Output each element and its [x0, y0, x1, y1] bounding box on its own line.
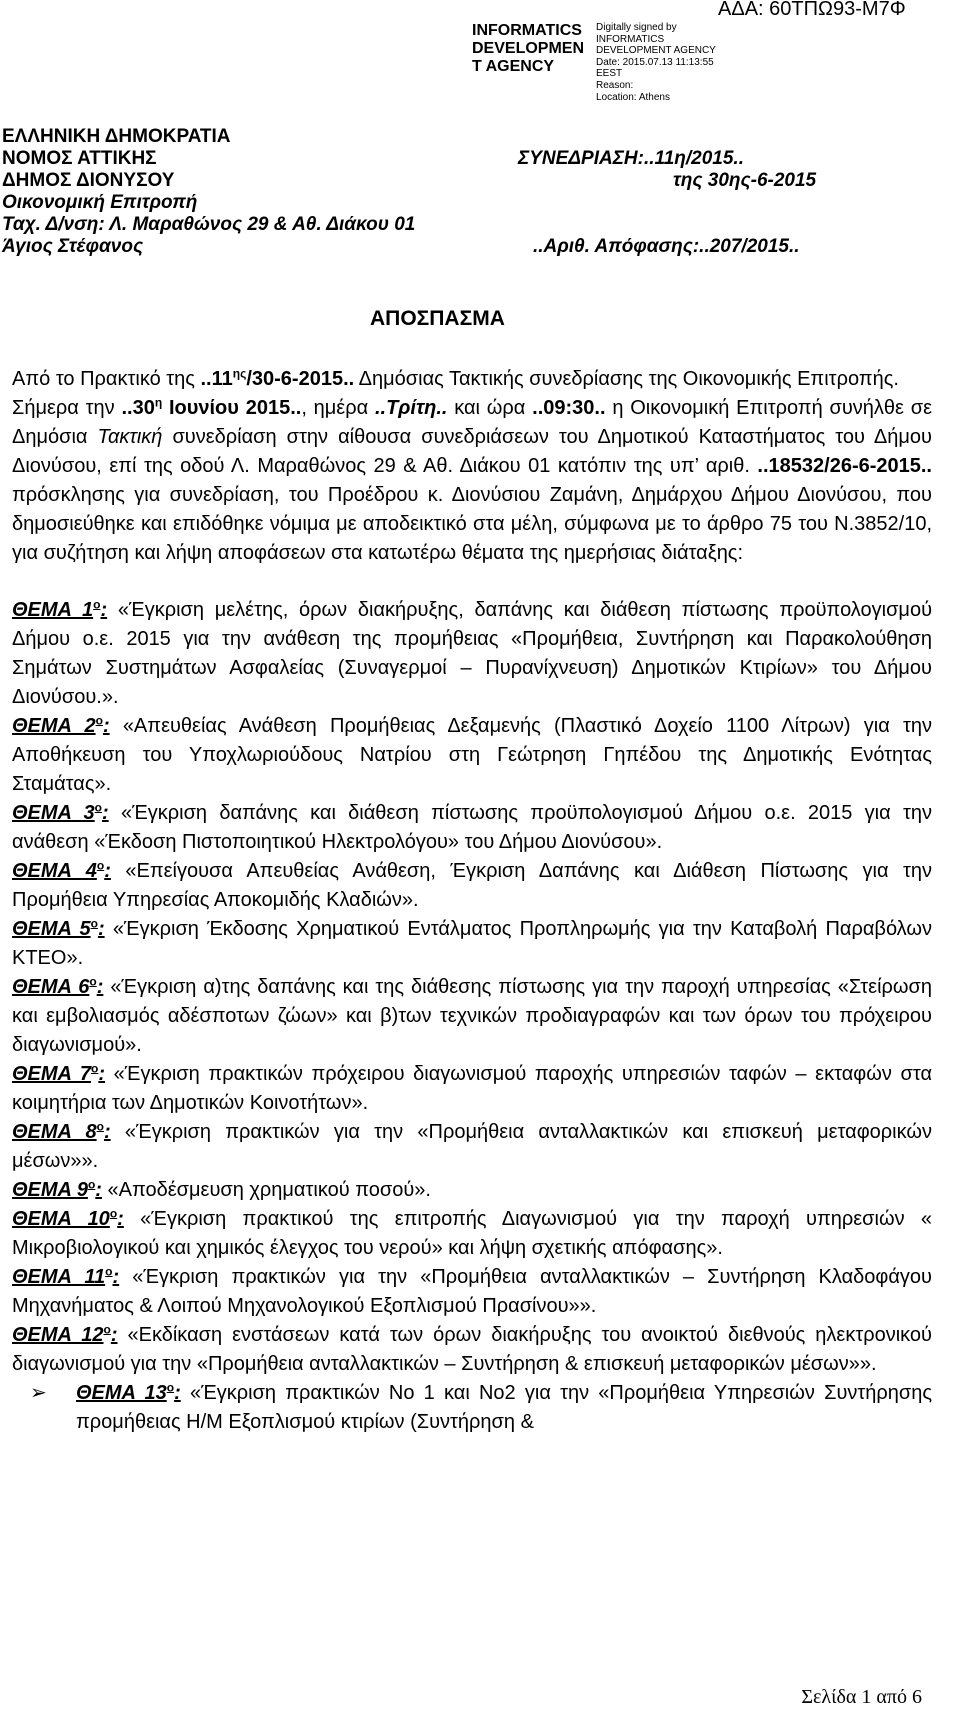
intro-text: συνεδρίαση στην αίθουσα συνεδριάσεων του Δημοτικού Καταστήματος του Δήμου Διονύσου, επί της οδού Λ. Μαραθώνος 29 & Αθ. Διάκου 01 κατόπιν της υπ’ αριθ.: [12, 426, 932, 477]
page-number: Σελίδα 1 από 6: [801, 1686, 922, 1708]
agenda-label: ΘΕΜΑ 3: [12, 802, 95, 824]
agenda-item: ΘΕΜΑ $11^o$: «Έγκριση πρακτικών για την «Προμήθεια ανταλλακτικών – Συντήρηση Κλαδοφάγου Μηχανήματος & Λοιπού Μηχανολογικού Εξοπλισμού Πρασίνου»».: [12, 1264, 932, 1317]
signature-name-line: T AGENCY: [472, 58, 555, 75]
intro-paragraph-2: [12, 394, 932, 568]
agenda-text: «Έγκριση μελέτης, όρων διακήρυξης, δαπάνης και διάθεση πίστωσης προϋπολογισμού Δήμου ο.ε. 2015 για την ανάθεση της προμήθειας «Προμήθεια, Συντήρηση και Παρακολούθηση Σημάτων Συστημάτων Ασφαλείας (Συναγερμοί – Πυρανίχνευση) Δημοτικών Κτιρίων» του Δήμου Διονύσου.».: [12, 599, 933, 708]
agenda-label: ΘΕΜΑ 12: [12, 1324, 104, 1346]
signature-name-line: DEVELOPMEN: [472, 40, 585, 57]
arrow-bullet-icon: ➢: [30, 1382, 47, 1404]
agenda-text: «Έγκριση α)της δαπάνης και της διάθεσης πίστωσης για την παροχή υπηρεσίας «Στείρωση και εμβολιασμός αδέσποτων ζώων» και β)των τεχνικών προδιαγραφών και των όρων του πρόχειρου διαγωνισμού».: [12, 976, 932, 1056]
agenda-item: ΘΕΜΑ $12^o$: «Εκδίκαση ενστάσεων κατά των όρων διακήρυξης του ανοικτού διεθνούς ηλεκτρονικού διαγωνισμού για την «Προμήθεια ανταλλακτικών – Συντήρηση & επισκευή μεταφορικών μέσων»».: [12, 1322, 932, 1375]
agenda-label: ΘΕΜΑ 7: [12, 1063, 92, 1085]
ordinal-sup: ο: [95, 713, 103, 728]
header-line: Ταχ. Δ/νση: Λ. Μαραθώνος 29 & Αθ. Διάκου 01: [2, 214, 416, 235]
agenda-item: ΘΕΜΑ $1^o$: «Έγκριση μελέτης, όρων διακήρυξης, δαπάνης και διάθεση πίστωσης προϋπολογισμού Δήμου ο.ε. 2015 για την ανάθεση της προμήθειας «Προμήθεια, Συντήρηση και Παρακολούθηση Σημάτων Συστημάτων Ασφαλείας (Συναγερμοί – Πυρανίχνευση) Δημοτικών Κτιρίων» του Δήμου Διονύσου.».: [12, 597, 933, 708]
intro-text: Σήμερα την: [12, 397, 122, 419]
agenda-item: ΘΕΜΑ $7^o$: «Έγκριση πρακτικών πρόχειρου διαγωνισμού παροχής υπηρεσιών ταφών – εκταφών στα κοιμητήρια των Δημοτικών Κοινοτήτων».: [12, 1061, 933, 1114]
ordinal-sup: ο: [105, 1264, 113, 1279]
header-line: Άγιος Στέφανος: [2, 236, 144, 257]
agenda-label: ΘΕΜΑ 6: [12, 976, 90, 998]
signature-detail: Location: Athens: [596, 91, 670, 103]
agenda-label: ΘΕΜΑ 2: [12, 715, 96, 737]
agenda-text: «Έγκριση Έκδοσης Χρηματικού Εντάλματος Προπληρωμής για την Καταβολή Παραβόλων ΚΤΕΟ».: [12, 918, 932, 969]
agenda-label: ΘΕΜΑ 9: [12, 1179, 88, 1201]
agenda-text: «Έγκριση πρακτικών Νο 1 και Νο2 για την «Προμήθεια Υπηρεσιών Συντήρησης προμήθειας Η/Μ Εξοπλισμού κτιρίων (Συντήρηση &: [76, 1382, 933, 1433]
session-type: Τακτική: [97, 426, 163, 448]
signature-detail: EEST: [596, 68, 623, 80]
ada-code: ΑΔΑ: 60ΤΠΩ93-Μ7Φ: [718, 0, 906, 20]
agenda-label: ΘΕΜΑ 8: [12, 1121, 97, 1143]
agenda-text: «Έγκριση πρακτικών για την «Προμήθεια ανταλλακτικών και επισκευή μεταφορικών μέσων»».: [12, 1121, 932, 1172]
agenda-label: ΘΕΜΑ 10: [12, 1208, 110, 1230]
agenda-item: ➢ ΘΕΜΑ $13^o$: «Έγκριση πρακτικών Νο 1 και Νο2 για την «Προμήθεια Υπηρεσιών Συντήρησης προμήθειας Η/Μ Εξοπλισμού κτιρίων (Συντήρηση &: [30, 1380, 933, 1433]
agenda-label: ΘΕΜΑ 4: [12, 860, 97, 882]
agenda-item: ΘΕΜΑ $6^o$: «Έγκριση α)της δαπάνης και της διάθεσης πίστωσης για την παροχή υπηρεσίας «Στείρωση και εμβολιασμός αδέσποτων ζώων» και β)των τεχνικών προδιαγραφών και των όρων του πρόχειρου διαγωνισμού».: [12, 974, 932, 1056]
agenda-item: ΘΕΜΑ $3^o$: «Έγκριση δαπάνης και διάθεση πίστωσης προϋπολογισμού Δήμου ο.ε. 2015 για την ανάθεση «Έκδοση Πιστοποιητικού Ηλεκτρολόγου» του Δήμου Διονύσου».: [12, 800, 932, 853]
weekday: ..Τρίτη..: [374, 397, 448, 419]
agenda-item: ΘΕΜΑ $8^o$: «Έγκριση πρακτικών για την «Προμήθεια ανταλλακτικών και επισκευή μεταφορικών μέσων»».: [12, 1119, 932, 1172]
agenda-text: «Απευθείας Ανάθεση Προμήθειας Δεξαμενής (Πλαστικό Δοχείο 1100 Λίτρων) για την Αποθήκευση του Υποχλωριούδους Νατρίου στη Γεώτρηση Γηπέδου της Δημοτικής Ενότητας Σταμάτας».: [12, 715, 933, 795]
ordinal-sup: ο: [93, 597, 101, 612]
agenda-text: «Αποδέσμευση χρηματικού ποσού».: [107, 1179, 431, 1201]
signature-detail: DEVELOPMENT AGENCY: [596, 45, 716, 57]
signature-detail: INFORMATICS: [596, 33, 665, 45]
agenda-text: «Έγκριση δαπάνης και διάθεση πίστωσης προϋπολογισμού Δήμου ο.ε. 2015 για την ανάθεση «Έκδοση Πιστοποιητικού Ηλεκτρολόγου» του Δήμου Διονύσου».: [12, 802, 932, 853]
signature-detail: Date: 2015.07.13 11:13:55: [596, 56, 714, 68]
agenda-item: ΘΕΜΑ $9^o$: «Αποδέσμευση χρηματικού ποσού».: [12, 1177, 431, 1201]
ordinal-sup: ης: [232, 366, 247, 381]
header-line: Οικονομική Επιτροπή: [2, 192, 198, 213]
ordinal-sup: ο: [103, 1322, 111, 1337]
agenda-text: «Έγκριση πρακτικών πρόχειρου διαγωνισμού παροχής υπηρεσιών ταφών – εκταφών στα κοιμητήρια των Δημοτικών Κοινοτήτων».: [12, 1063, 933, 1114]
agenda-label: ΘΕΜΑ 1: [12, 599, 94, 621]
agenda-text: «Έγκριση πρακτικού της επιτροπής Διαγωνισμού για την παροχή υπηρεσιών « Μικροβιολογικού και χημικός έλεγχος του νερού» και λήψη σχετικής απόφασης».: [12, 1208, 932, 1259]
agenda-item: ΘΕΜΑ $2^o$: «Απευθείας Ανάθεση Προμήθειας Δεξαμενής (Πλαστικό Δοχείο 1100 Λίτρων) για την Αποθήκευση του Υποχλωριούδους Νατρίου στη Γεώτρηση Γηπέδου της Δημοτικής Ενότητας Σταμάτας».: [12, 713, 933, 795]
intro-text: , ημέρα: [301, 397, 375, 419]
document-title: ΑΠΟΣΠΑΣΜΑ: [370, 307, 505, 330]
session-date: της 30ης-6-2015: [673, 170, 817, 191]
signature-name: [472, 22, 584, 76]
agenda-text: «Έγκριση πρακτικών για την «Προμήθεια ανταλλακτικών – Συντήρηση Κλαδοφάγου Μηχανήματος & Λοιπού Μηχανολογικού Εξοπλισμού Πρασίνου»».: [12, 1266, 932, 1317]
agenda-item: ΘΕΜΑ $4^o$: «Επείγουσα Απευθείας Ανάθεση, Έγκριση Δαπάνης και Διάθεση Πίστωσης για την Προμήθεια Υπηρεσίας Αποκομιδής Κλαδιών».: [12, 858, 933, 911]
intro-text: η Οικονομική Επιτροπή συνήλθε σε Δημόσια: [12, 397, 933, 448]
day-number: ..30: [121, 397, 155, 419]
agenda-text: «Εκδίκαση ενστάσεων κατά των όρων διακήρυξης του ανοικτού διεθνούς ηλεκτρονικού διαγωνισμού για την «Προμήθεια ανταλλακτικών – Συντήρηση & επισκευή μεταφορικών μέσων»».: [12, 1324, 932, 1375]
session-number: ΣΥΝΕΔΡΙΑΣΗ:..11η/2015..: [518, 148, 744, 169]
intro-text: πρόσκλησης για συνεδρίαση, του Προέδρου κ. Διονύσιου Ζαμάνη, Δημάρχου Δήμου Διονύσου, που δημοσιεύθηκε και επιδόθηκε νόμιμα με αποδεικτικό στα μέλη, σύμφωνα με το άρθρο 75 του Ν.3852/10, για συζήτηση και λήψη αποφάσεων στα κατωτέρω θέματα της ημερήσιας διάταξης:: [12, 484, 932, 564]
header-line: ΝΟΜΟΣ ΑΤΤΙΚΗΣ: [2, 148, 157, 169]
intro-text: Από το Πρακτικό της: [12, 368, 201, 390]
signature-detail: Reason:: [596, 79, 634, 91]
document-body: [12, 365, 932, 1437]
header-line: ΕΛΛΗΝΙΚΗ ΔΗΜΟΚΡΑΤΙΑ: [2, 126, 231, 147]
ordinal-sup: ο: [89, 974, 97, 989]
ordinal-sup: ο: [109, 1206, 118, 1221]
agenda-label: ΘΕΜΑ 13: [76, 1382, 167, 1404]
agenda-item: ΘΕΜΑ $10^o$: «Έγκριση πρακτικού της επιτροπής Διαγωνισμού για την παροχή υπηρεσιών « Μικροβιολογικού και χημικός έλεγχος του νερού» και λήψη σχετικής απόφασης».: [12, 1206, 932, 1259]
ordinal-sup: ο: [166, 1380, 175, 1395]
header-left: [2, 126, 415, 258]
minutes-date: /30-6-2015..: [246, 368, 355, 390]
header-line: ΔΗΜΟΣ ΔΙΟΝΥΣΟΥ: [2, 170, 175, 191]
intro-text: και ώρα: [447, 397, 533, 419]
agenda-label: ΘΕΜΑ 5: [12, 918, 91, 940]
signature-details: [596, 22, 716, 103]
agenda-text: «Επείγουσα Απευθείας Ανάθεση, Έγκριση Δαπάνης και Διάθεση Πίστωσης για την Προμήθεια Υπηρεσίας Αποκομιδής Κλαδιών».: [12, 860, 933, 911]
minutes-number: ..11: [200, 368, 233, 390]
decision-number: ..Αριθ. Απόφασης:..207/2015..: [533, 236, 800, 257]
invitation-number: ..18532/26-6-2015..: [757, 455, 932, 477]
ordinal-sup: ο: [94, 800, 102, 815]
ordinal-sup: ο: [90, 916, 98, 931]
ordinal-sup: ο: [87, 1177, 96, 1192]
intro-text: Δημόσιας Τακτικής συνεδρίασης της Οικονομικής Επιτροπής.: [354, 368, 899, 390]
agenda-item: ΘΕΜΑ $5^o$: «Έγκριση Έκδοσης Χρηματικού Εντάλματος Προπληρωμής για την Καταβολή Παραβόλων ΚΤΕΟ».: [12, 916, 932, 969]
intro-paragraph-1: [12, 365, 932, 394]
ordinal-sup: ο: [96, 1119, 104, 1134]
month-year: Ιουνίου 2015..: [162, 397, 302, 419]
ordinal-sup: ο: [91, 1061, 99, 1076]
session-time: ..09:30..: [532, 397, 606, 419]
agenda-label: ΘΕΜΑ 11: [12, 1266, 106, 1288]
signature-detail: Digitally signed by: [596, 22, 677, 33]
signature-name-line: INFORMATICS: [472, 22, 582, 39]
ordinal-sup: ο: [96, 858, 105, 873]
ordinal-sup: η: [154, 395, 163, 410]
